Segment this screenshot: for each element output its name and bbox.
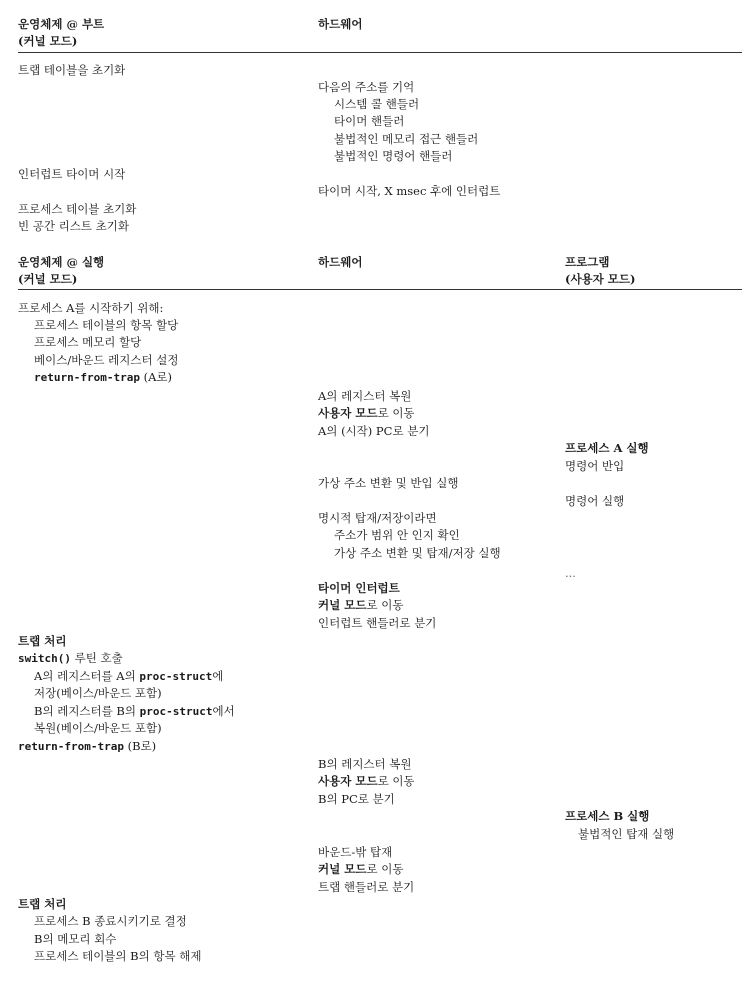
switch-rest: 루틴 호출 <box>70 651 123 665</box>
hw-explicit-load-store: 명시적 탑재/저장이라면 <box>318 511 437 525</box>
os-run-mode: (커널 모드) <box>18 272 78 286</box>
os-reclaim-memory-b: B의 메모리 회수 <box>34 932 117 946</box>
header-rule-1 <box>18 52 742 53</box>
prog-execute-instr: 명령어 실행 <box>565 494 625 508</box>
kernel-mode-bold-2: 커널 모드 <box>318 862 367 876</box>
prog-ellipsis: ... <box>565 566 576 580</box>
os-boot-mode: (커널 모드) <box>18 34 78 48</box>
restore-b-pre: B의 레지스터를 B의 <box>34 704 140 718</box>
os-restore-regs-b <box>34 704 235 719</box>
kernel-mode-bold: 커널 모드 <box>318 598 367 612</box>
os-free-proc-entry-b: 프로세스 테이블의 B의 항목 해제 <box>34 949 202 963</box>
os-init-process-table: 프로세스 테이블 초기화 <box>18 202 137 216</box>
hw-boot-title: 하드웨어 <box>318 17 363 31</box>
os-init-trap-table: 트랩 테이블을 초기화 <box>18 63 126 77</box>
hw-syscall-handler: 시스템 콜 핸들러 <box>334 97 420 111</box>
user-mode-rest: 로 이동 <box>377 406 415 420</box>
rft-b-suffix: (B로) <box>123 739 157 753</box>
user-mode-bold-b: 사용자 모드 <box>318 774 378 788</box>
os-save-regs-a-line2: 저장(베이스/바운드 포함) <box>34 686 162 700</box>
user-mode-bold: 사용자 모드 <box>318 406 378 420</box>
os-restore-regs-b-line2: 복원(베이스/바운드 포함) <box>34 721 162 735</box>
hw-move-kernel-mode-2 <box>318 862 403 876</box>
hw-out-of-bounds-load: 바운드-밖 탑재 <box>318 845 393 859</box>
hw-branch-pc-a: A의 (시작) PC로 분기 <box>318 424 430 438</box>
hw-check-bounds: 주소가 범위 안 인지 확인 <box>334 528 460 542</box>
rft-a-suffix: (A로) <box>139 370 173 384</box>
restore-b-post: 에서 <box>212 704 235 718</box>
os-call-switch <box>18 651 123 666</box>
os-decide-kill-b: 프로세스 B 종료시키기로 결정 <box>34 914 187 928</box>
hw-translate-load-store: 가상 주소 변환 및 탑재/저장 실행 <box>334 546 501 560</box>
hw-restore-regs-b: B의 레지스터 복원 <box>318 757 412 771</box>
os-set-base-bound: 베이스/바운드 레지스터 설정 <box>34 353 179 367</box>
prog-fetch-instr: 명령어 반입 <box>565 459 625 473</box>
hw-run-title: 하드웨어 <box>318 255 363 269</box>
os-start-timer: 인터럽트 타이머 시작 <box>18 167 126 181</box>
prog-run-b: 프로세스 B 실행 <box>565 809 650 823</box>
os-run-title: 운영체제 @ 실행 <box>18 255 105 269</box>
user-mode-rest-b: 로 이동 <box>377 774 415 788</box>
hw-branch-trap-handler: 트랩 핸들러로 분기 <box>318 880 415 894</box>
os-handle-trap-1: 트랩 처리 <box>18 634 67 648</box>
code-switch: switch() <box>18 652 71 665</box>
os-save-regs-a <box>34 669 223 684</box>
code-proc-struct-a: proc-struct <box>139 670 213 683</box>
hw-illegal-mem-handler: 불법적인 메모리 접근 핸들러 <box>334 132 479 146</box>
kernel-mode-rest: 로 이동 <box>366 598 404 612</box>
program-mode: (사용자 모드) <box>565 272 636 286</box>
hw-move-kernel-mode-1 <box>318 598 403 612</box>
os-alloc-memory: 프로세스 메모리 할당 <box>34 335 142 349</box>
os-alloc-proc-entry: 프로세스 테이블의 항목 할당 <box>34 318 179 332</box>
code-return-from-trap: return-from-trap <box>34 371 140 384</box>
program-title: 프로그램 <box>565 255 610 269</box>
hw-start-timer: 타이머 시작, X msec 후에 인터럽트 <box>318 184 501 198</box>
os-handle-trap-2: 트랩 처리 <box>18 897 67 911</box>
hw-move-user-mode-b <box>318 774 415 788</box>
os-return-from-trap-a <box>34 370 172 385</box>
os-init-free-list: 빈 공간 리스트 초기화 <box>18 219 129 233</box>
code-proc-struct-b: proc-struct <box>139 705 213 718</box>
hw-restore-regs-a: A의 레지스터 복원 <box>318 389 412 403</box>
hw-translate-fetch: 가상 주소 변환 및 반입 실행 <box>318 476 459 490</box>
os-return-from-trap-b <box>18 739 156 754</box>
hw-branch-interrupt-handler: 인터럽트 핸들러로 분기 <box>318 616 437 630</box>
prog-run-a: 프로세스 A 실행 <box>565 441 649 455</box>
hw-timer-handler: 타이머 핸들러 <box>334 114 405 128</box>
hw-illegal-instr-handler: 불법적인 명령어 핸들러 <box>334 149 453 163</box>
os-boot-title: 운영체제 @ 부트 <box>18 17 105 31</box>
save-a-post: 에 <box>212 669 224 683</box>
prog-illegal-load: 불법적인 탑재 실행 <box>578 827 675 841</box>
kernel-mode-rest-2: 로 이동 <box>366 862 404 876</box>
hw-remember-addresses: 다음의 주소를 기억 <box>318 80 415 94</box>
hw-branch-pc-b: B의 PC로 분기 <box>318 792 395 806</box>
header-rule-2 <box>18 289 742 290</box>
code-return-from-trap-b: return-from-trap <box>18 740 124 753</box>
save-a-pre: A의 레지스터를 A의 <box>34 669 140 683</box>
hw-move-user-mode-a <box>318 406 415 420</box>
hw-timer-interrupt: 타이머 인터럽트 <box>318 581 400 595</box>
os-start-process-a: 프로세스 A를 시작하기 위해: <box>18 301 164 315</box>
